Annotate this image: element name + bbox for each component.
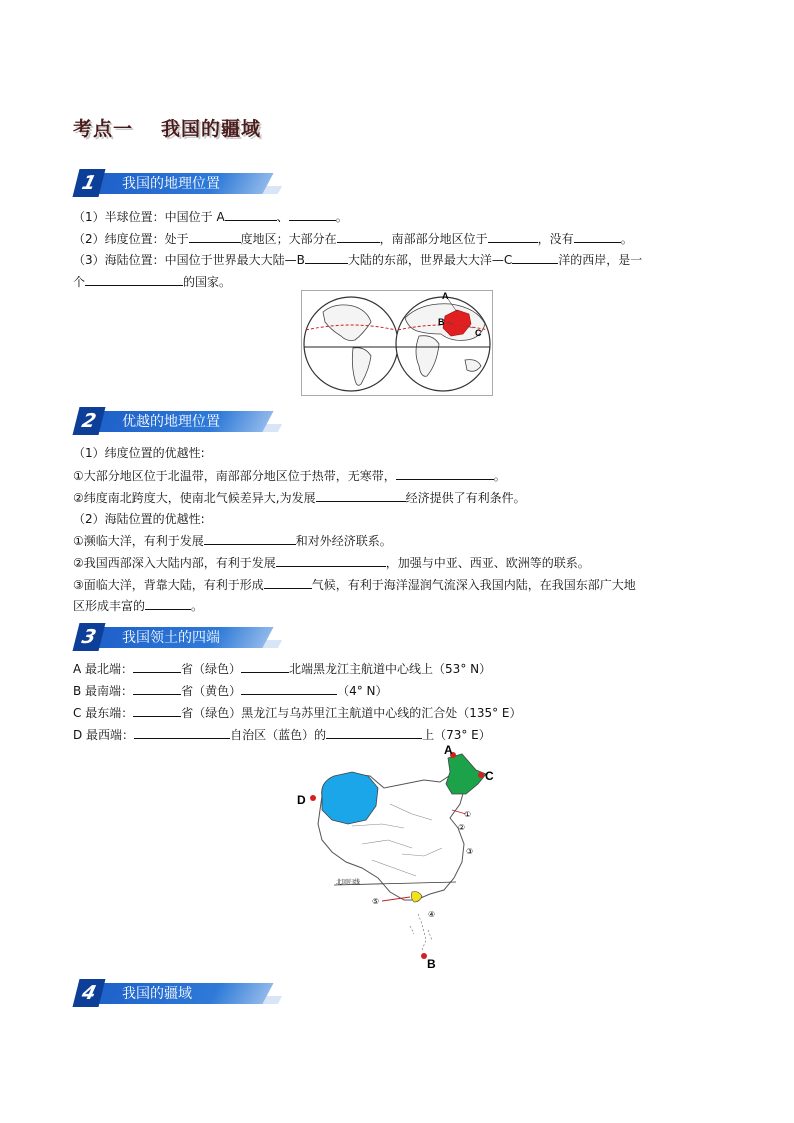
blank[interactable] <box>574 230 621 243</box>
text-line: ②我国西部深入大陆内部，有利于发展 ，加强与中亚、西亚、欧洲等的联系。 <box>73 556 590 570</box>
blank[interactable] <box>225 208 277 221</box>
globe-label-b: B <box>438 317 445 327</box>
blank[interactable] <box>145 597 191 610</box>
text-line: A 最北端： 省（绿色） 北端黑龙江主航道中心线上（53° N） <box>73 662 492 676</box>
section-label: 我国的地理位置 <box>122 176 220 192</box>
text-line: ③面临大洋，背靠大陆，有利于形成 气候，有利于海洋湿润气流深入我国内陆，在我国东部广大地 <box>73 578 636 592</box>
page-title: 考点一 我国的疆域 <box>73 118 262 140</box>
text-line: （3）海陆位置：中国位于世界最大大陆—B 大陆的东部，世界最大大洋—C 洋的西岸，是一 <box>73 253 643 267</box>
text-line: B 最南端： 省（黄色） （4° N） <box>73 684 388 698</box>
section-number: 2 <box>73 407 106 435</box>
text-line: 个 的国家。 <box>73 275 232 289</box>
text-line: C 最东端： 省（绿色）黑龙江与乌苏里江主航道中心线的汇合处（135° E） <box>73 706 522 720</box>
section-header-2 <box>76 408 281 434</box>
circle-5: ⑤ <box>372 897 380 906</box>
text-line: （1）纬度位置的优越性: <box>73 446 205 460</box>
globe-label-c: C <box>475 328 482 338</box>
circle-3: ③ <box>466 847 474 856</box>
eastern-hemisphere <box>396 297 490 391</box>
circle-2: ② <box>458 823 466 832</box>
blank[interactable] <box>316 489 406 502</box>
globe-label-a: A <box>442 291 449 301</box>
blank[interactable] <box>289 208 336 221</box>
section-number: 3 <box>73 623 106 651</box>
circle-4: ④ <box>428 910 436 919</box>
blank[interactable] <box>337 230 380 243</box>
section-header-1 <box>76 170 281 196</box>
circle-1: ① <box>464 810 472 819</box>
china-map <box>292 744 502 969</box>
blank[interactable] <box>326 726 422 739</box>
text-line: ①濒临大洋，有利于发展 和对外经济联系。 <box>73 534 392 548</box>
section-number: 4 <box>73 979 106 1007</box>
section-label: 优越的地理位置 <box>122 414 220 430</box>
map-label-b: B <box>427 957 436 969</box>
text-line: D 最西端： 自治区（蓝色）的 上（73° E） <box>73 728 491 742</box>
blank[interactable] <box>133 682 181 695</box>
section-label: 我国领土的四端 <box>122 630 220 646</box>
western-hemisphere <box>304 297 398 391</box>
blank[interactable] <box>276 554 386 567</box>
point-d <box>310 795 316 801</box>
map-label-a: A <box>444 744 453 757</box>
section-number: 1 <box>73 169 106 197</box>
blank[interactable] <box>241 660 289 673</box>
blank[interactable] <box>512 251 558 264</box>
tropic-label: 北回归线 <box>336 879 361 886</box>
blank[interactable] <box>133 704 181 717</box>
blank[interactable] <box>305 251 348 264</box>
section-header-4 <box>76 980 281 1006</box>
blank[interactable] <box>133 660 181 673</box>
map-label-c: C <box>485 769 494 783</box>
point-c <box>478 772 484 778</box>
blank[interactable] <box>134 726 230 739</box>
blank[interactable] <box>204 532 296 545</box>
text-line: 区形成丰富的 。 <box>73 599 204 613</box>
text-line: （2）海陆位置的优越性: <box>73 512 205 526</box>
section-header-3 <box>76 624 281 650</box>
blank[interactable] <box>488 230 538 243</box>
map-label-d: D <box>297 793 306 807</box>
hemispheres-figure <box>301 290 493 396</box>
section-label: 我国的疆域 <box>122 986 192 1002</box>
blank[interactable] <box>396 467 494 480</box>
text-line: ②纬度南北跨度大，使南北气候差异大,为发展 经济提供了有利条件。 <box>73 491 526 505</box>
blank[interactable] <box>264 576 312 589</box>
blank[interactable] <box>85 273 183 286</box>
text-line: ①大部分地区位于北温带，南部部分地区位于热带，无寒带， 。 <box>73 469 506 483</box>
blank[interactable] <box>241 682 337 695</box>
text-line: （1）半球位置：中国位于 A 、 。 <box>73 210 348 224</box>
text-line: （2）纬度位置：处于 度地区；大部分在 ，南部部分地区位于 ，没有 。 <box>73 232 633 246</box>
blank[interactable] <box>189 230 241 243</box>
